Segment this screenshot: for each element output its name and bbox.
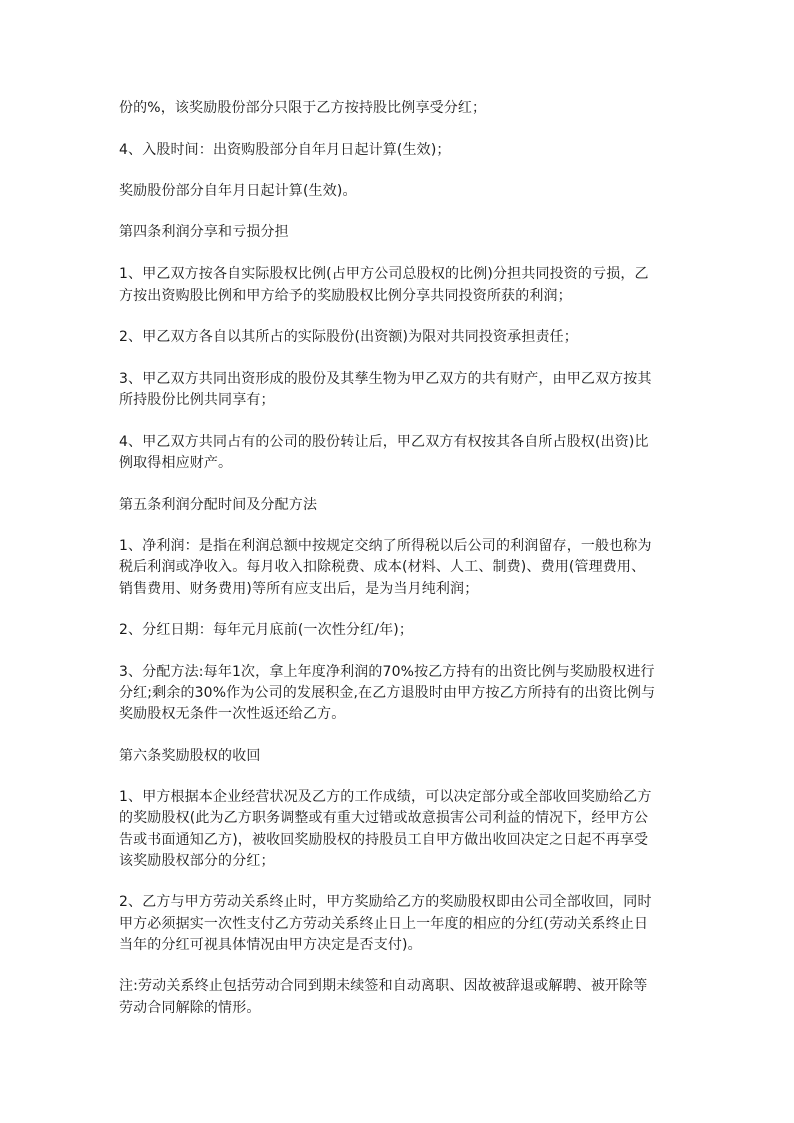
paragraph-line: 的奖励股权(此为乙方职务调整或有重大过错或故意损害公司利益的情况下，经甲方公 bbox=[119, 810, 649, 826]
section-heading: 第五条利润分配时间及分配方法 bbox=[119, 497, 318, 513]
paragraph-line: 所持股份比例共同享有； bbox=[119, 392, 275, 408]
paragraph-line: 奖励股份部分自年月日起计算(生效)。 bbox=[119, 183, 357, 199]
paragraph-line: 2、分红日期：每年元月底前(一次性分红/年)； bbox=[119, 622, 413, 638]
paragraph-line: 分红;剩余的30%作为公司的发展积金,在乙方退股时由甲方按乙方所持有的出资比例与 bbox=[119, 685, 656, 701]
paragraph-line: 奖励股权无条件一次性返还给乙方。 bbox=[119, 706, 346, 722]
paragraph-line: 例取得相应财产。 bbox=[119, 455, 233, 471]
paragraph-line: 该奖励股权部分的分红； bbox=[119, 853, 275, 869]
paragraph-line: 2、甲乙双方各自以其所占的实际股份(出资额)为限对共同投资承担责任； bbox=[119, 329, 578, 345]
paragraph-line: 销售费用、财务费用)等所有应支出后，是为当月纯利润； bbox=[119, 581, 479, 597]
paragraph-line: 4、入股时间：出资购股部分自年月日起计算(生效)； bbox=[119, 142, 451, 158]
section-heading: 第四条利润分享和亏损分担 bbox=[119, 224, 289, 240]
paragraph-line: 税后利润或净收入。每月收入扣除税费、成本(材料、人工、制费)、费用(管理费用、 bbox=[119, 559, 646, 575]
paragraph-line: 3、甲乙双方共同出资形成的股份及其孳生物为甲乙双方的共有财产，由甲乙双方按其 bbox=[119, 371, 652, 387]
paragraph-line: 3、分配方法:每年1次，拿上年度净利润的70%按乙方持有的出资比例与奖励股权进行 bbox=[119, 664, 655, 680]
paragraph-line: 当年的分红可视具体情况由甲方决定是否支付)。 bbox=[119, 937, 422, 953]
paragraph-line: 1、净利润：是指在利润总额中按规定交纳了所得税以后公司的利润留存，一般也称为 bbox=[119, 538, 652, 554]
paragraph-line: 2、乙方与甲方劳动关系终止时，甲方奖励给乙方的奖励股权即由公司全部收回，同时 bbox=[119, 894, 652, 910]
paragraph-line: 方按出资购股比例和甲方给予的奖励股权比例分享共同投资所获的利润； bbox=[119, 288, 572, 304]
paragraph-line: 1、甲方根据本企业经营状况及乙方的工作成绩，可以决定部分或全部收回奖励给乙方 bbox=[119, 789, 652, 805]
note-line: 注:劳动关系终止包括劳动合同到期未续签和自动离职、因故被辞退或解聘、被开除等 bbox=[119, 978, 648, 994]
section-heading: 第六条奖励股权的收回 bbox=[119, 748, 261, 764]
paragraph-line: 1、甲乙双方按各自实际股权比例(占甲方公司总股权的比例)分担共同投资的亏损，乙 bbox=[119, 266, 649, 282]
paragraph-line: 份的%，该奖励股份部分只限于乙方按持股比例享受分红； bbox=[119, 100, 487, 116]
paragraph-line: 告或书面通知乙方)，被收回奖励股权的持股员工自甲方做出收回决定之日起不再享受 bbox=[119, 832, 649, 848]
paragraph-line: 甲方必须据实一次性支付乙方劳动关系终止日上一年度的相应的分红(劳动关系终止日 bbox=[119, 916, 649, 932]
note-line: 劳动合同解除的情形。 bbox=[119, 1000, 261, 1016]
paragraph-line: 4、甲乙双方共同占有的公司的股份转让后，甲乙双方有权按其各自所占股权(出资)比 bbox=[119, 434, 649, 450]
